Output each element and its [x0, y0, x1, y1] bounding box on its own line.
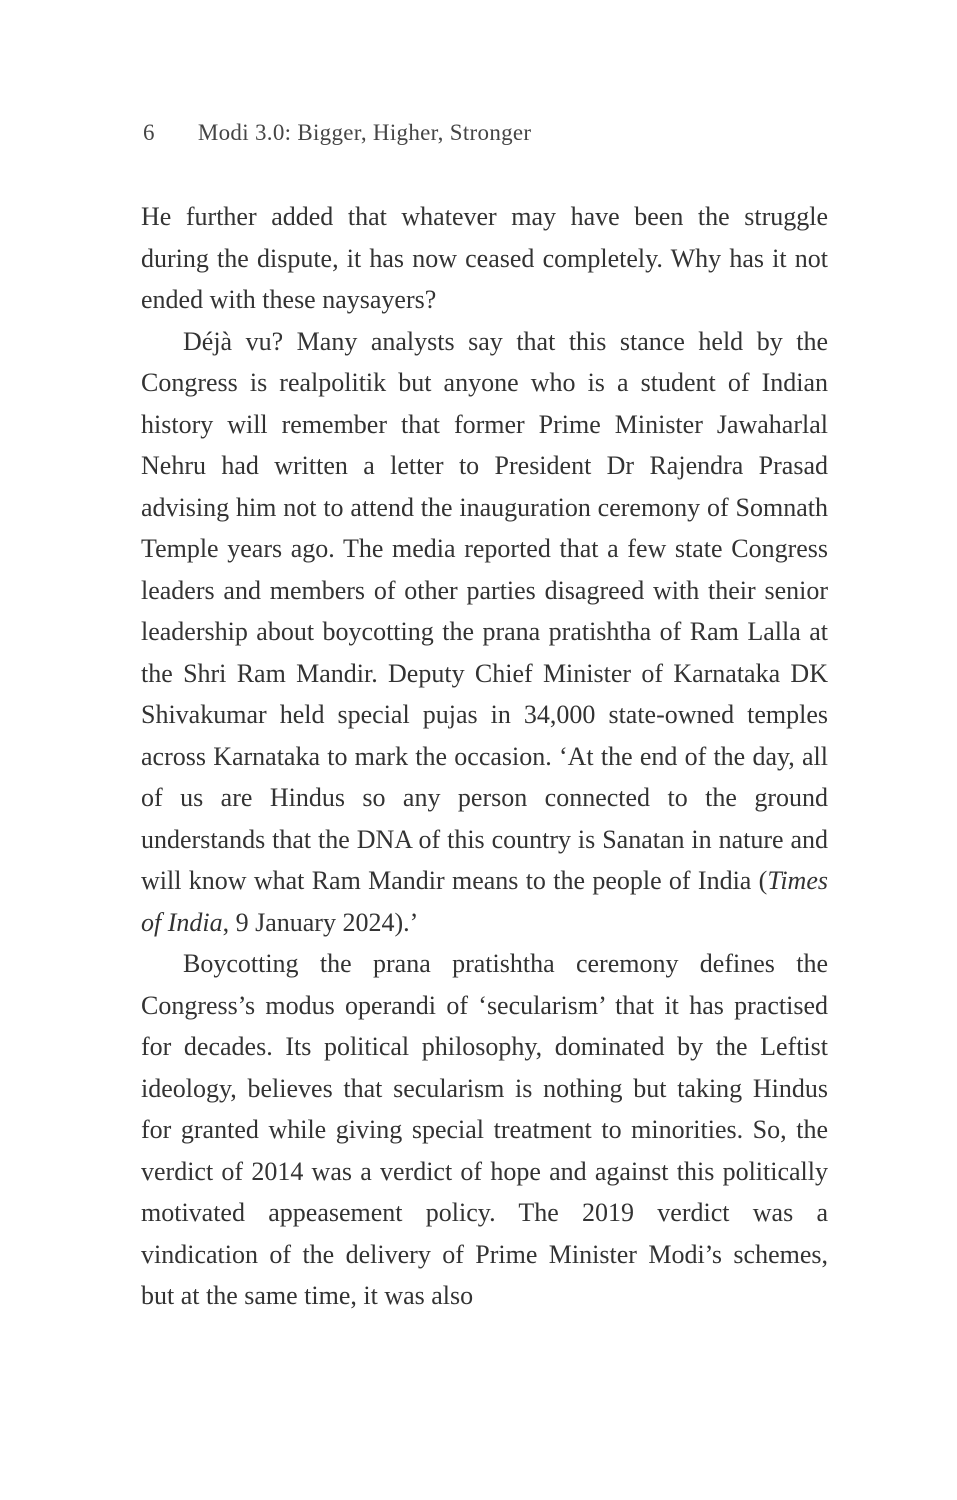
- paragraph: [141, 321, 828, 944]
- running-title: Modi 3.0: Bigger, Higher, Stronger: [197, 120, 532, 145]
- text-segment: Boycotting the prana pratishtha ceremony defines the Congress’s modus operandi of ‘secularism’ that it has practised for decades. Its political philosophy, dominated by the Leftist ideology, believes that secularism is nothing but taking Hindus for granted while giving special treatment to minorities. So, the verdict of 2014 was a verdict of hope and against this politically motivated appeasement policy. The 2019 verdict was a vindication of the delivery of Prime Minister Modi’s schemes, but at the same time, it was also: [141, 949, 828, 1310]
- text-segment: , 9 January 2024).’: [222, 907, 419, 937]
- page-number: 6: [143, 120, 155, 145]
- text-segment: Déjà vu? Many analysts say that this stance held by the Congress is realpolitik but anyone who is a student of Indian history will remember that former Prime Minister Jawaharlal Nehru had written a letter to President Dr Rajendra Prasad advising him not to attend the inauguration ceremony of Somnath Temple years ago. The media reported that a few state Congress leaders and members of other parties disagreed with their senior leadership about boycotting the prana pratishtha of Ram Lalla at the Shri Ram Mandir. Deputy Chief Minister of Karnataka DK Shivakumar held special pujas in 34,000 state-owned temples across Karnataka to mark the occasion. ‘At the end of the day, all of us are Hindus so any person connected to the ground understands that the DNA of this country is Sanatan in nature and will know what Ram Mandir means to the people of India (: [141, 326, 828, 895]
- paragraph: [141, 196, 828, 321]
- paragraph: [141, 943, 828, 1317]
- page-header: [143, 120, 531, 146]
- body-text: [141, 196, 828, 1317]
- text-segment: He further added that whatever may have been the struggle during the dispute, it has now ceased completely. Why has it not ended with these naysayers?: [141, 202, 828, 314]
- italic-citation-text: Times of India: [141, 866, 828, 937]
